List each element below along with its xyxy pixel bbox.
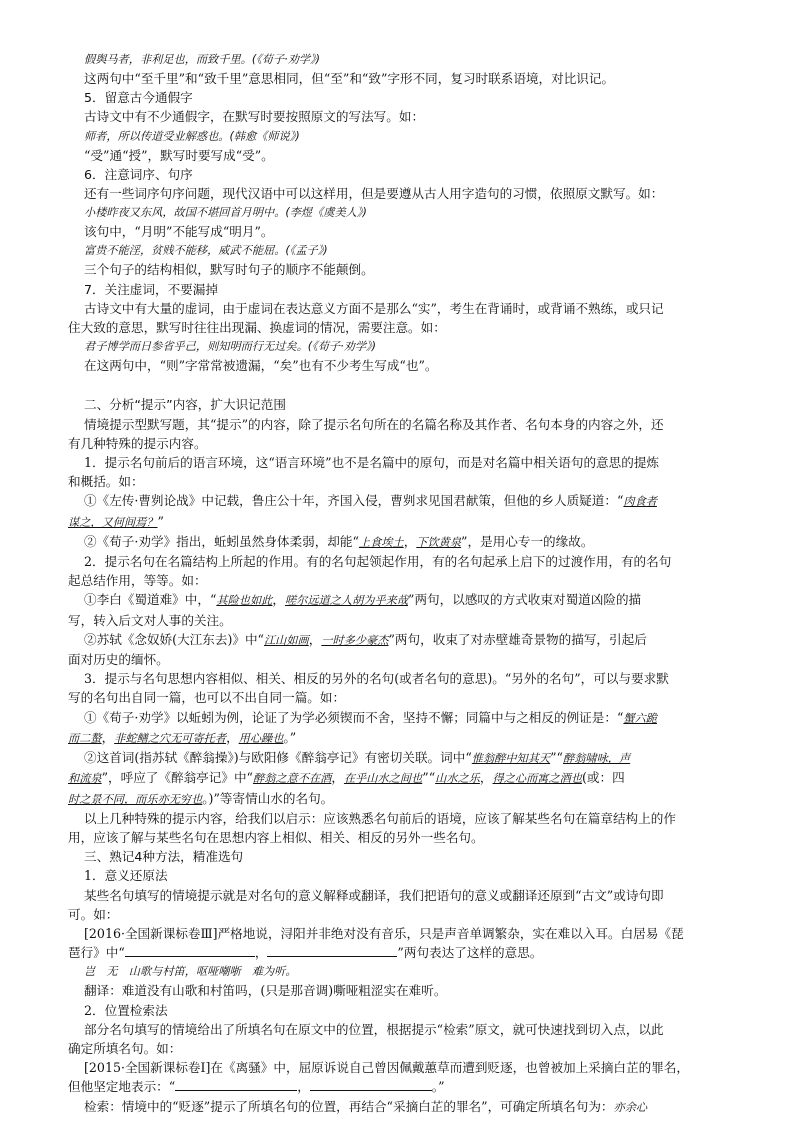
paragraph: 某些名句填写的情境提示就是对名句的意义解释或翻译，我们把语句的意义或翻译还原到“古文”或诗句即 bbox=[84, 887, 664, 903]
example-quote: 小楼昨夜又东风，故国不堪回首月明中。(李煜《虞美人》) bbox=[84, 206, 367, 220]
paragraph: 确定所填名句。如： bbox=[68, 1040, 182, 1056]
paragraph: “受”通“授”，默写时要写成“受”。 bbox=[84, 147, 274, 163]
subheading: 7．关注虚词，不要漏掉 bbox=[84, 281, 218, 297]
paragraph: 而二螯，非蛇鳝之穴无可寄托者，用心躁也。” bbox=[68, 729, 297, 745]
answer-text: 用心躁也 bbox=[238, 731, 284, 745]
answer-text: 上食埃土 bbox=[358, 535, 404, 549]
section-heading: 三、熟记4种方法，精准选句 bbox=[84, 849, 244, 865]
paragraph: 1．提示名句前后的语言环境，这“语言环境”也不是名篇中的原句，而是对名篇中相关语句的意思的提炼 bbox=[84, 455, 660, 471]
document-page bbox=[68, 50, 736, 1117]
paragraph: 三个句子的结构相似，默写时句子的顺序不能颠倒。 bbox=[84, 262, 374, 278]
section-heading: 二、分析“提示”内容，扩大识记范围 bbox=[84, 397, 286, 413]
example-quote: 君子博学而日参省乎己，则知明而行无过矣。(《荀子·劝学》) bbox=[84, 340, 376, 354]
paragraph: 这两句中“至千里”和“致千里”意思相同，但“至”和“致”字形不同，复习时联系语境，对比识记。 bbox=[84, 71, 615, 86]
answer-text: 醉翁之意不在酒 bbox=[253, 772, 332, 786]
answer-text: 而二螯 bbox=[68, 731, 102, 745]
answer-text: 时之景不同，而乐亦无穷也 bbox=[68, 792, 203, 806]
subheading: 1．意义还原法 bbox=[84, 868, 168, 884]
paragraph: [2015·全国新课标卷Ⅰ]在《离骚》中，屈原诉说自己曾因佩戴蕙草而遭到贬逐，也曾被加上采摘白芷的罪名， bbox=[84, 1060, 689, 1076]
answer-text: 非蛇鳝之穴无可寄托者 bbox=[114, 731, 227, 745]
paragraph: ②《荀子·劝学》指出，蚯蚓虽然身体柔弱，却能“上食埃土，下饮黄泉”，是用心专一的缘故。 bbox=[84, 533, 594, 549]
answer-text: 醉翁啸咏，声 bbox=[563, 752, 631, 766]
answer-text: 嗟尔远道之人胡为乎来哉 bbox=[284, 594, 409, 608]
answer-blank bbox=[310, 1077, 432, 1091]
paragraph: 谋之，又何间焉？” bbox=[68, 513, 164, 529]
paragraph: 在这两句中，“则”字常常被遗漏，“矣”也有不少考生写成“也”。 bbox=[84, 358, 438, 374]
example-quote: 师者，所以传道受业解惑也。(韩愈《师说》) bbox=[84, 129, 300, 143]
paragraph: 住大致的意思，默写时往往出现漏、换虚词的情况，需要注意。如： bbox=[68, 320, 446, 336]
answer-blank bbox=[125, 943, 255, 957]
paragraph: [2016·全国新课标卷Ⅲ]严格地说，浔阳并非绝对没有音乐，只是声音单调繁杂，实在难以入耳。白居易《琵 bbox=[84, 925, 684, 941]
paragraph: 3．提示与名句思想内容相似、相关、相反的另外的名句(或者名句的意思)。“另外的名句”，可以与要求默 bbox=[84, 671, 669, 687]
paragraph: 情境提示型默写题，其“提示”的内容，除了提示名句所在的名篇名称及其作者、名句本身的内容之外，还 bbox=[84, 416, 664, 432]
paragraph: 还有一些词序句序问题，现代汉语中可以这样用，但是要遵从古人用字造句的习惯，依照原文默写。如： bbox=[84, 186, 664, 202]
paragraph: 古诗文中有不少通假字，在默写时要按照原文的写法写。如： bbox=[84, 109, 425, 125]
paragraph: 可。如： bbox=[68, 906, 119, 922]
paragraph: 2．提示名句在名篇结构上所起的作用。有的名句起领起作用，有的名句起承上启下的过渡作用，有的名句 bbox=[84, 554, 672, 570]
paragraph: 时之景不同，而乐亦无穷也。)”等寄情山水的名句。 bbox=[68, 790, 334, 806]
answer-text: 其险也如此 bbox=[216, 594, 273, 608]
paragraph: 写，转入后文对人事的关注。 bbox=[68, 612, 232, 628]
answer-blank bbox=[175, 1077, 297, 1091]
answer-text: 江山如画 bbox=[263, 633, 309, 647]
answer-text: 和流泉 bbox=[68, 772, 102, 786]
paragraph: 但他坚定地表示：“ ， 。” bbox=[68, 1079, 445, 1095]
paragraph: 琶行》中“ ， ”两句表达了这样的意思。 bbox=[68, 945, 543, 961]
paragraph: 部分名句填写的情境给出了所填名句在原文中的位置，根据提示“检索”原文，就可快速找到切入点，以此 bbox=[84, 1021, 664, 1037]
paragraph: 古诗文中有大量的虚词，由于虚词在表达意义方面不是那么“实”，考生在背诵时，或背诵不熟练，或只记 bbox=[84, 300, 664, 316]
subheading: 5．留意古今通假字 bbox=[84, 90, 193, 106]
answer-text: 惟翁醉中知其天 bbox=[471, 752, 551, 766]
answer-text: 谋之，又何间焉？ bbox=[68, 515, 158, 529]
answer-text: 在乎山水之间也 bbox=[343, 772, 423, 786]
paragraph: 以上几种特殊的提示内容，给我们以启示：应该熟悉名句前后的语境，应该了解某些名句在篇章结构上的作 bbox=[84, 810, 676, 826]
paragraph: 检索：情境中的“贬逐”提示了所填名句的位置，再结合“采摘白芷的罪名”，可确定所填名句为：亦余心 bbox=[84, 1098, 648, 1114]
answer-text: 一时多少豪杰 bbox=[321, 633, 389, 647]
paragraph: ②这首词(指苏轼《醉翁操》)与欧阳修《醉翁亭记》有密切关联。词中“惟翁醉中知其天”“醉翁啸咏，声 bbox=[84, 750, 631, 766]
paragraph: 有几种特殊的提示内容。 bbox=[68, 435, 207, 451]
answer-text: 山水之乐 bbox=[435, 772, 480, 786]
paragraph: 该句中，“月明”不能写成“明月”。 bbox=[84, 224, 274, 240]
paragraph: 和概括。如： bbox=[68, 474, 144, 490]
answer-line: 岂 无 山歌与村笛，呕哑嘲哳 难为听。 bbox=[84, 965, 297, 979]
paragraph: ①《荀子·劝学》以蚯蚓为例，论证了为学必须锲而不舍，坚持不懈；同篇中与之相反的例证是：“蟹六跪 bbox=[84, 709, 657, 725]
answer-text: 亦余心 bbox=[613, 1100, 648, 1114]
paragraph: 写的名句出自同一篇，也可以不出自同一篇。如： bbox=[68, 690, 346, 706]
answer-text: 肉食者 bbox=[623, 495, 657, 509]
answer-text: 蟹六跪 bbox=[623, 711, 657, 725]
example-quote: 假舆马者，非利足也，而致千里。(《荀子·劝学》) bbox=[84, 53, 321, 66]
paragraph: 用，应该了解与某些名句在思想内容上相似、相关、相反的另外一些名句。 bbox=[68, 829, 484, 845]
answer-text: 下饮黄泉 bbox=[416, 535, 462, 549]
example-quote: 富贵不能淫，贫贱不能移，威武不能屈。(《孟子》) bbox=[84, 244, 328, 258]
subheading: 6．注意词序、句序 bbox=[84, 166, 193, 182]
paragraph: 起总结作用，等等。如： bbox=[68, 573, 207, 589]
paragraph: 和流泉”，呼应了《醉翁亭记》中“醉翁之意不在酒，在乎山水之间也”“山水之乐，得之心而寓之酒也(或：四 bbox=[68, 770, 625, 786]
paragraph: 翻译：难道没有山歌和村笛吗，(只是那音调)嘶哑粗涩实在难听。 bbox=[84, 983, 447, 999]
paragraph: ①《左传·曹刿论战》中记载，鲁庄公十年，齐国入侵，曹刿求见国君献策，但他的乡人质疑道：“肉食者 bbox=[84, 493, 657, 509]
paragraph: ②苏轼《念奴娇(大江东去)》中“江山如画，一时多少豪杰”两句，收束了对赤壁雄奇景物的描写，引起后 bbox=[84, 631, 647, 647]
answer-text: 得之心而寓之酒也 bbox=[492, 772, 583, 786]
paragraph: 面对历史的缅怀。 bbox=[68, 652, 169, 668]
subheading: 2．位置检索法 bbox=[84, 1002, 168, 1018]
paragraph: ①李白《蜀道难》中，“其险也如此，嗟尔远道之人胡为乎来哉”两句，以感叹的方式收束对蜀道凶险的描 bbox=[84, 592, 642, 608]
answer-blank bbox=[267, 943, 397, 957]
